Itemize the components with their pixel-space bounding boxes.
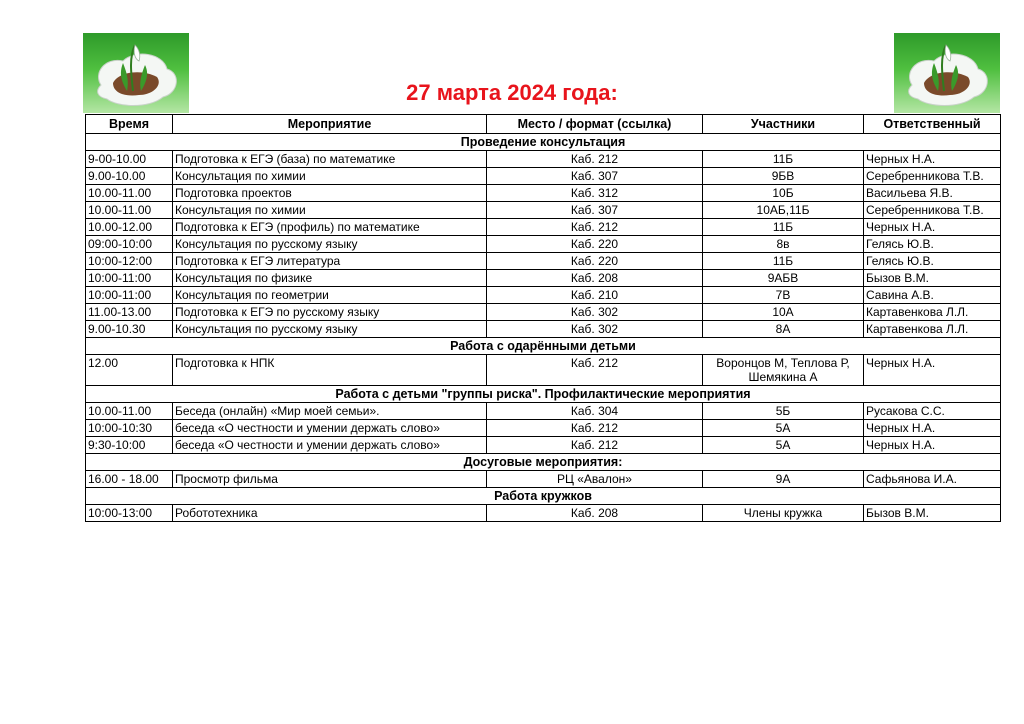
table-row (86, 202, 1001, 219)
table-row (86, 287, 1001, 304)
section-header-row (86, 134, 1001, 151)
header-participants: Участники (703, 115, 864, 134)
responsible-cell: Гелясь Ю.В. (864, 253, 1001, 270)
participants-cell: 8А (703, 321, 864, 338)
responsible-cell: Серебренникова Т.В. (864, 168, 1001, 185)
place-cell: Каб. 312 (487, 185, 703, 202)
participants-cell: 11Б (703, 253, 864, 270)
table-row (86, 236, 1001, 253)
header-responsible: Ответственный (864, 115, 1001, 134)
participants-cell: 11Б (703, 151, 864, 168)
section-header-row (86, 488, 1001, 505)
time-cell: 10.00-11.00 (86, 185, 173, 202)
event-cell: Подготовка к ЕГЭ (профиль) по математике (173, 219, 487, 236)
responsible-cell: Бызов В.М. (864, 505, 1001, 522)
table-row (86, 185, 1001, 202)
time-cell: 10.00-11.00 (86, 403, 173, 420)
event-cell: Консультация по русскому языку (173, 321, 487, 338)
table-row (86, 403, 1001, 420)
event-cell: Консультация по русскому языку (173, 236, 487, 253)
participants-cell: 7В (703, 287, 864, 304)
responsible-cell: Сафьянова И.А. (864, 471, 1001, 488)
table-row (86, 321, 1001, 338)
time-cell: 09:00-10:00 (86, 236, 173, 253)
header-place: Место / формат (ссылка) (487, 115, 703, 134)
section-title: Работа с одарёнными детьми (86, 338, 1001, 355)
place-cell: Каб. 210 (487, 287, 703, 304)
participants-cell: 9А (703, 471, 864, 488)
time-cell: 10.00-12.00 (86, 219, 173, 236)
responsible-cell: Черных Н.А. (864, 420, 1001, 437)
time-cell: 10:00-13:00 (86, 505, 173, 522)
place-cell: Каб. 208 (487, 270, 703, 287)
place-cell: Каб. 220 (487, 236, 703, 253)
event-cell: Подготовка проектов (173, 185, 487, 202)
participants-cell: 9АБВ (703, 270, 864, 287)
participants-cell: 5А (703, 420, 864, 437)
participants-cell: 10А (703, 304, 864, 321)
place-cell: Каб. 212 (487, 151, 703, 168)
section-title: Работа с детьми "группы риска". Профилактические мероприятия (86, 386, 1001, 403)
participants-cell: 9БВ (703, 168, 864, 185)
table-row (86, 355, 1001, 386)
page-title: 27 марта 2024 года: (406, 80, 618, 105)
table-row (86, 420, 1001, 437)
section-title: Проведение консультация (86, 134, 1001, 151)
participants-cell: Члены кружка (703, 505, 864, 522)
time-cell: 12.00 (86, 355, 173, 386)
event-cell: Консультация по геометрии (173, 287, 487, 304)
responsible-cell: Васильева Я.В. (864, 185, 1001, 202)
place-cell: Каб. 212 (487, 355, 703, 386)
event-cell: беседа «О честности и умении держать слово» (173, 420, 487, 437)
table-row (86, 219, 1001, 236)
table-row (86, 437, 1001, 454)
time-cell: 11.00-13.00 (86, 304, 173, 321)
responsible-cell: Картавенкова Л.Л. (864, 304, 1001, 321)
place-cell: Каб. 304 (487, 403, 703, 420)
responsible-cell: Русакова С.С. (864, 403, 1001, 420)
responsible-cell: Черных Н.А. (864, 355, 1001, 386)
participants-cell: 11Б (703, 219, 864, 236)
section-header-row (86, 454, 1001, 471)
place-cell: РЦ «Авалон» (487, 471, 703, 488)
responsible-cell: Гелясь Ю.В. (864, 236, 1001, 253)
place-cell: Каб. 307 (487, 202, 703, 219)
event-cell: Подготовка к ЕГЭ литература (173, 253, 487, 270)
participants-cell: 10АБ,11Б (703, 202, 864, 219)
table-row (86, 270, 1001, 287)
table-row (86, 471, 1001, 488)
table-header-row (86, 115, 1001, 134)
responsible-cell: Черных Н.А. (864, 151, 1001, 168)
event-cell: Просмотр фильма (173, 471, 487, 488)
time-cell: 9.00-10.00 (86, 168, 173, 185)
event-cell: Подготовка к ЕГЭ (база) по математике (173, 151, 487, 168)
time-cell: 9.00-10.30 (86, 321, 173, 338)
time-cell: 10:00-10:30 (86, 420, 173, 437)
place-cell: Каб. 302 (487, 304, 703, 321)
place-cell: Каб. 208 (487, 505, 703, 522)
place-cell: Каб. 307 (487, 168, 703, 185)
event-cell: Консультация по химии (173, 168, 487, 185)
responsible-cell: Черных Н.А. (864, 437, 1001, 454)
responsible-cell: Бызов В.М. (864, 270, 1001, 287)
responsible-cell: Черных Н.А. (864, 219, 1001, 236)
place-cell: Каб. 212 (487, 219, 703, 236)
responsible-cell: Серебренникова Т.В. (864, 202, 1001, 219)
header-time: Время (86, 115, 173, 134)
event-cell: Консультация по химии (173, 202, 487, 219)
table-row (86, 151, 1001, 168)
participants-cell: Воронцов М, Теплова Р, Шемякина А (703, 355, 864, 386)
time-cell: 16.00 - 18.00 (86, 471, 173, 488)
table-row (86, 253, 1001, 270)
event-cell: Беседа (онлайн) «Мир моей семьи». (173, 403, 487, 420)
time-cell: 9-00-10.00 (86, 151, 173, 168)
time-cell: 10:00-11:00 (86, 270, 173, 287)
section-header-row (86, 386, 1001, 403)
event-cell: беседа «О честности и умении держать слово» (173, 437, 487, 454)
header-event: Мероприятие (173, 115, 487, 134)
participants-cell: 8в (703, 236, 864, 253)
event-cell: Подготовка к ЕГЭ по русскому языку (173, 304, 487, 321)
responsible-cell: Картавенкова Л.Л. (864, 321, 1001, 338)
place-cell: Каб. 302 (487, 321, 703, 338)
participants-cell: 5Б (703, 403, 864, 420)
event-cell: Консультация по физике (173, 270, 487, 287)
place-cell: Каб. 212 (487, 437, 703, 454)
table-row (86, 304, 1001, 321)
section-header-row (86, 338, 1001, 355)
event-cell: Робототехника (173, 505, 487, 522)
participants-cell: 10Б (703, 185, 864, 202)
responsible-cell: Савина А.В. (864, 287, 1001, 304)
table-row (86, 505, 1001, 522)
place-cell: Каб. 220 (487, 253, 703, 270)
place-cell: Каб. 212 (487, 420, 703, 437)
table-body (86, 134, 1001, 522)
time-cell: 10.00-11.00 (86, 202, 173, 219)
time-cell: 10:00-12:00 (86, 253, 173, 270)
time-cell: 9:30-10:00 (86, 437, 173, 454)
time-cell: 10:00-11:00 (86, 287, 173, 304)
event-cell: Подготовка к НПК (173, 355, 487, 386)
schedule-table (85, 114, 1001, 522)
section-title: Работа кружков (86, 488, 1001, 505)
table-row (86, 168, 1001, 185)
participants-cell: 5А (703, 437, 864, 454)
section-title: Досуговые мероприятия: (86, 454, 1001, 471)
